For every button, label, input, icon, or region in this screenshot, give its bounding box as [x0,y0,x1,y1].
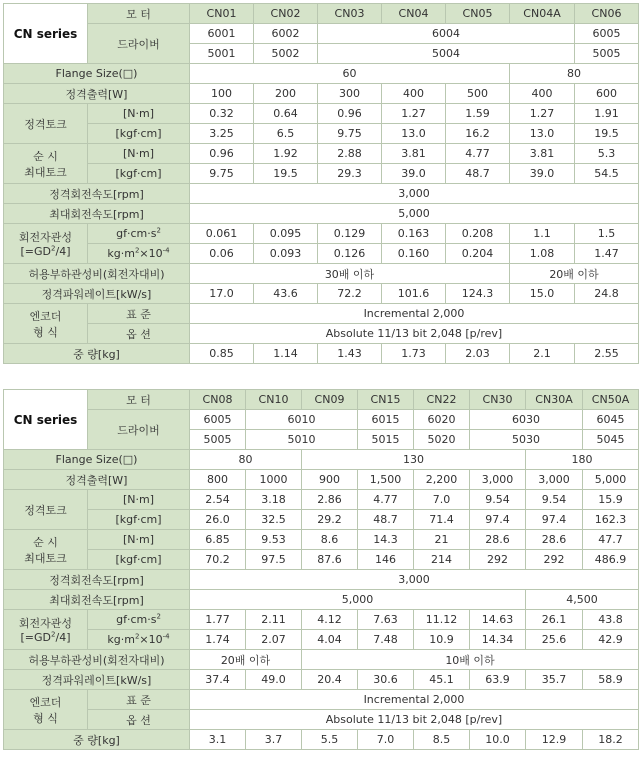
encoder-option-label: 옵 션 [88,710,190,730]
rated-torque-kgf: 6.5 [254,124,318,144]
rated-speed-value: 3,000 [190,184,639,204]
rated-output-label: 정격출력[W] [4,470,190,490]
motor-model: CN06 [575,4,639,24]
peak-torque-nm: 2.88 [318,144,382,164]
peak-torque-label-line2: 최대토크 [24,165,67,179]
flange-value: 180 [526,450,639,470]
encoder-label-line2: 형 식 [33,325,58,339]
rated-torque-label: 정격토크 [4,490,88,530]
rated-torque-nm: 0.64 [254,104,318,124]
inertia-kgm: 1.08 [510,244,575,264]
rated-speed-label: 정격회전속도[rpm] [4,570,190,590]
inertia-gf: 11.12 [414,610,470,630]
driver-model: 5002 [254,44,318,64]
unit-nm: [N·m] [88,490,190,510]
rated-output-value: 600 [575,84,639,104]
inertia-label-line1: 회전자관성 [18,231,73,244]
peak-torque-nm: 3.81 [382,144,446,164]
encoder-option-value: Absolute 11/13 bit 2,048 [p/rev] [190,324,639,344]
series-label: CN series [4,4,88,64]
motor-model: CN50A [583,390,639,410]
motor-model: CN09 [302,390,358,410]
rated-torque-kgf: 13.0 [510,124,575,144]
encoder-standard-value: Incremental 2,000 [190,690,639,710]
rated-output-value: 3,000 [470,470,526,490]
driver-model: 6004 [318,24,575,44]
rated-torque-kgf: 26.0 [190,510,246,530]
unit-nm: [N·m] [88,530,190,550]
weight-value: 5.5 [302,730,358,750]
driver-model: 6002 [254,24,318,44]
rated-torque-nm: 9.54 [526,490,583,510]
peak-torque-label-line1: 순 시 [33,535,58,549]
rated-speed-value: 3,000 [190,570,639,590]
rated-output-value: 300 [318,84,382,104]
inertia-gf: 26.1 [526,610,583,630]
weight-value: 3.7 [246,730,302,750]
inertia-kgm: 1.47 [575,244,639,264]
weight-label: 중 량[kg] [4,344,190,364]
flange-value: 130 [302,450,526,470]
driver-model: 6020 [414,410,470,430]
rated-torque-kgf: 32.5 [246,510,302,530]
peak-torque-nm: 14.3 [358,530,414,550]
peak-torque-kgf: 48.7 [446,164,510,184]
rated-torque-nm: 9.54 [470,490,526,510]
driver-model: 6030 [470,410,583,430]
weight-label: 중 량[kg] [4,730,190,750]
peak-torque-kgf: 29.3 [318,164,382,184]
rated-torque-kgf: 13.0 [382,124,446,144]
peak-torque-label-line1: 순 시 [33,149,58,163]
rated-torque-nm: 0.96 [318,104,382,124]
peak-torque-label [4,530,88,570]
rated-output-value: 800 [190,470,246,490]
peak-torque-nm: 4.77 [446,144,510,164]
inertia-kgm: 1.74 [190,630,246,650]
driver-model: 5005 [575,44,639,64]
inertia-kgm: 0.093 [254,244,318,264]
rated-torque-kgf: 97.4 [470,510,526,530]
weight-value: 1.73 [382,344,446,364]
peak-torque-kgf: 19.5 [254,164,318,184]
driver-model: 6005 [575,24,639,44]
power-rate-value: 58.9 [583,670,639,690]
inertia-kgm: 4.04 [302,630,358,650]
rated-torque-nm: 4.77 [358,490,414,510]
rated-torque-nm: 2.54 [190,490,246,510]
inertia-label-line1: 회전자관성 [18,617,73,630]
motor-model: CN01 [190,4,254,24]
encoder-standard-label: 표 준 [88,690,190,710]
unit-nm: [N·m] [88,104,190,124]
rated-torque-kgf: 48.7 [358,510,414,530]
rated-output-value: 5,000 [583,470,639,490]
rated-output-label: 정격출력[W] [4,84,190,104]
unit-kgfcm: [kgf·cm] [88,124,190,144]
unit-kgfcm: [kgf·cm] [88,550,190,570]
rated-torque-nm: 7.0 [414,490,470,510]
power-rate-value: 49.0 [246,670,302,690]
weight-value: 3.1 [190,730,246,750]
rated-torque-kgf: 29.2 [302,510,358,530]
driver-label: 드라이버 [88,24,190,64]
inertia-kgm: 10.9 [414,630,470,650]
rated-torque-kgf: 3.25 [190,124,254,144]
max-speed-label: 최대회전속도[rpm] [4,590,190,610]
encoder-standard-label: 표 준 [88,304,190,324]
weight-value: 18.2 [583,730,639,750]
peak-torque-kgf: 97.5 [246,550,302,570]
power-rate-value: 72.2 [318,284,382,304]
unit-nm: [N·m] [88,144,190,164]
peak-torque-kgf: 214 [414,550,470,570]
max-speed-value: 4,500 [526,590,639,610]
inertia-label [4,224,88,264]
inertia-kgm: 0.06 [190,244,254,264]
peak-torque-nm: 3.81 [510,144,575,164]
rated-torque-kgf: 162.3 [583,510,639,530]
peak-torque-label-line2: 최대토크 [24,551,67,565]
motor-model: CN04A [510,4,575,24]
peak-torque-label [4,144,88,184]
peak-torque-nm: 28.6 [526,530,583,550]
motor-model: CN22 [414,390,470,410]
driver-model: 6010 [246,410,358,430]
peak-torque-kgf: 486.9 [583,550,639,570]
inertia-kgm: 0.160 [382,244,446,264]
motor-model: CN10 [246,390,302,410]
power-rate-value: 63.9 [470,670,526,690]
inertia-label [4,610,88,650]
rated-output-value: 500 [446,84,510,104]
inertia-gf: 7.63 [358,610,414,630]
power-rate-value: 15.0 [510,284,575,304]
power-rate-label: 정격파워레이트[kW/s] [4,670,190,690]
rated-torque-kgf: 97.4 [526,510,583,530]
motor-model: CN04 [382,4,446,24]
inertia-gf: 1.1 [510,224,575,244]
encoder-label [4,304,88,344]
rated-torque-nm: 1.27 [382,104,446,124]
power-rate-value: 124.3 [446,284,510,304]
driver-model: 5001 [190,44,254,64]
load-ratio-value: 20배 이하 [510,264,639,284]
unit-kgfcm: [kgf·cm] [88,164,190,184]
inertia-kgm: 0.204 [446,244,510,264]
power-rate-value: 17.0 [190,284,254,304]
driver-model: 6045 [583,410,639,430]
unit-kgfcm: [kgf·cm] [88,510,190,530]
driver-model: 5010 [246,430,358,450]
motor-label: 모 터 [88,390,190,410]
inertia-kgm: 7.48 [358,630,414,650]
load-ratio-label: 허용부하관성비(회전자대비) [4,264,190,284]
peak-torque-kgf: 39.0 [382,164,446,184]
peak-torque-kgf: 39.0 [510,164,575,184]
peak-torque-kgf: 9.75 [190,164,254,184]
inertia-gf: 0.208 [446,224,510,244]
rated-torque-kgf: 9.75 [318,124,382,144]
inertia-label-line2: $[=GD^2/4]$ [20,244,71,258]
load-ratio-value: 20배 이하 [190,650,302,670]
power-rate-value: 101.6 [382,284,446,304]
rated-output-value: 400 [510,84,575,104]
motor-model: CN02 [254,4,318,24]
peak-torque-kgf: 292 [526,550,583,570]
inertia-gf: 0.095 [254,224,318,244]
spec-table-2 [3,389,639,750]
rated-output-value: 1,500 [358,470,414,490]
power-rate-label: 정격파워레이트[kW/s] [4,284,190,304]
peak-torque-nm: 47.7 [583,530,639,550]
max-speed-value: 5,000 [190,204,639,224]
weight-value: 2.03 [446,344,510,364]
motor-model: CN30 [470,390,526,410]
encoder-label-line1: 엔코더 [29,695,62,709]
peak-torque-nm: 5.3 [575,144,639,164]
inertia-kgm: 42.9 [583,630,639,650]
weight-value: 8.5 [414,730,470,750]
peak-torque-kgf: 54.5 [575,164,639,184]
rated-torque-kgf: 71.4 [414,510,470,530]
load-ratio-label: 허용부하관성비(회전자대비) [4,650,190,670]
motor-model: CN08 [190,390,246,410]
max-speed-label: 최대회전속도[rpm] [4,204,190,224]
motor-label: 모 터 [88,4,190,24]
load-ratio-value: 10배 이하 [302,650,639,670]
weight-value: 2.55 [575,344,639,364]
encoder-option-value: Absolute 11/13 bit 2,048 [p/rev] [190,710,639,730]
rated-speed-label: 정격회전속도[rpm] [4,184,190,204]
inertia-gf: 4.12 [302,610,358,630]
peak-torque-nm: 28.6 [470,530,526,550]
rated-torque-nm: 3.18 [246,490,302,510]
weight-value: 1.43 [318,344,382,364]
driver-model: 5030 [470,430,583,450]
weight-value: 2.1 [510,344,575,364]
weight-value: 12.9 [526,730,583,750]
encoder-label-line1: 엔코더 [29,309,62,323]
peak-torque-kgf: 292 [470,550,526,570]
rated-output-value: 3,000 [526,470,583,490]
peak-torque-nm: 8.6 [302,530,358,550]
power-rate-value: 37.4 [190,670,246,690]
driver-model: 6005 [190,410,246,430]
inertia-gf: 2.11 [246,610,302,630]
power-rate-value: 43.6 [254,284,318,304]
rated-torque-nm: 1.27 [510,104,575,124]
flange-label: Flange Size(□) [4,450,190,470]
driver-model: 6015 [358,410,414,430]
power-rate-value: 35.7 [526,670,583,690]
power-rate-value: 20.4 [302,670,358,690]
weight-value: 1.14 [254,344,318,364]
spec-table-1 [3,3,639,364]
driver-model: 5045 [583,430,639,450]
driver-model: 5004 [318,44,575,64]
driver-model: 5015 [358,430,414,450]
max-speed-value: 5,000 [190,590,526,610]
peak-torque-nm: 1.92 [254,144,318,164]
weight-value: 10.0 [470,730,526,750]
rated-output-value: 400 [382,84,446,104]
encoder-label [4,690,88,730]
rated-torque-nm: 1.91 [575,104,639,124]
driver-model: 6001 [190,24,254,44]
peak-torque-nm: 9.53 [246,530,302,550]
peak-torque-kgf: 87.6 [302,550,358,570]
series-label: CN series [4,390,88,450]
unit-gfcms2: $gf\cdot cm\cdot s^2$ [88,224,190,244]
power-rate-value: 24.8 [575,284,639,304]
weight-value: 0.85 [190,344,254,364]
encoder-option-label: 옵 션 [88,324,190,344]
unit-gfcms2: $gf\cdot cm\cdot s^2$ [88,610,190,630]
inertia-gf: 14.63 [470,610,526,630]
motor-model: CN15 [358,390,414,410]
flange-label: Flange Size(□) [4,64,190,84]
flange-value: 80 [510,64,639,84]
rated-torque-kgf: 16.2 [446,124,510,144]
motor-model: CN03 [318,4,382,24]
rated-torque-nm: 1.59 [446,104,510,124]
driver-model: 5020 [414,430,470,450]
power-rate-value: 30.6 [358,670,414,690]
rated-output-value: 100 [190,84,254,104]
inertia-gf: 43.8 [583,610,639,630]
power-rate-value: 45.1 [414,670,470,690]
inertia-kgm: 2.07 [246,630,302,650]
rated-torque-nm: 0.32 [190,104,254,124]
driver-label: 드라이버 [88,410,190,450]
peak-torque-kgf: 146 [358,550,414,570]
inertia-kgm: 14.34 [470,630,526,650]
flange-value: 80 [190,450,302,470]
weight-value: 7.0 [358,730,414,750]
unit-kgm2: $kg\cdot m^2\times 10^{-4}$ [88,630,190,650]
motor-model: CN30A [526,390,583,410]
rated-output-value: 900 [302,470,358,490]
load-ratio-value: 30배 이하 [190,264,510,284]
inertia-label-line2: $[=GD^2/4]$ [20,630,71,644]
inertia-gf: 0.129 [318,224,382,244]
encoder-standard-value: Incremental 2,000 [190,304,639,324]
peak-torque-nm: 6.85 [190,530,246,550]
encoder-label-line2: 형 식 [33,711,58,725]
inertia-gf: 1.5 [575,224,639,244]
inertia-gf: 1.77 [190,610,246,630]
rated-torque-nm: 15.9 [583,490,639,510]
inertia-kgm: 0.126 [318,244,382,264]
peak-torque-kgf: 70.2 [190,550,246,570]
rated-torque-kgf: 19.5 [575,124,639,144]
rated-output-value: 1000 [246,470,302,490]
motor-model: CN05 [446,4,510,24]
rated-output-value: 2,200 [414,470,470,490]
flange-value: 60 [190,64,510,84]
driver-model: 5005 [190,430,246,450]
rated-torque-nm: 2.86 [302,490,358,510]
rated-output-value: 200 [254,84,318,104]
inertia-gf: 0.163 [382,224,446,244]
unit-kgm2: $kg\cdot m^2\times 10^{-4}$ [88,244,190,264]
rated-torque-label: 정격토크 [4,104,88,144]
peak-torque-nm: 21 [414,530,470,550]
inertia-kgm: 25.6 [526,630,583,650]
inertia-gf: 0.061 [190,224,254,244]
peak-torque-nm: 0.96 [190,144,254,164]
